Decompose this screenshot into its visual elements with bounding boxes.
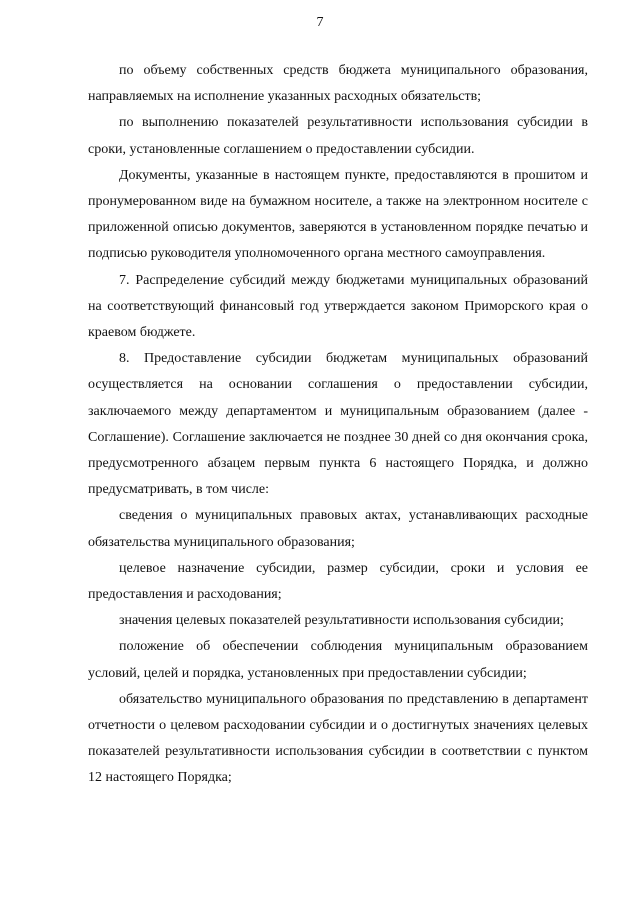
page-number: 7	[316, 15, 324, 30]
paragraph-reporting-obligation: обязательство муниципального образования по представлению в департамент отчетности о целевом расходовании субсидии и о достигнутых значениях целевых показателей результативности использования субсидии в соответствии с пунктом 12 настоящего Порядка;	[88, 691, 588, 786]
paragraph-target-values: значения целевых показателей результативности использования субсидии;	[119, 613, 564, 629]
paragraph-legal-acts: сведения о муниципальных правовых актах, устанавливающих расходные обязательства муниципального образования;	[88, 508, 588, 550]
paragraph-documents: Документы, указанные в настоящем пункте, предоставляются в прошитом и пронумерованном виде на бумажном носителе, а также на электронном носителе с приложенной описью документов, заверяются в установленном порядке печатью и подписью руководителя уполномоченного органа местного самоуправления.	[88, 167, 588, 262]
paragraph-item-8: 8. Предоставление субсидии бюджетам муниципальных образований осуществляется на основании соглашения о предоставлении субсидии, заключаемого между департаментом и муниципальным образованием (далее - Соглашение). Соглашение заключается не позднее 30 дней со дня окончания срока, предусмотренного абзацем первым пункта 6 настоящего Порядка, и должно предусматривать, в том числе:	[88, 351, 588, 498]
paragraph-own-funds: по объему собственных средств бюджета муниципального образования, направляемых на исполнение указанных расходных обязательств;	[88, 63, 588, 105]
paragraph-purpose: целевое назначение субсидии, размер субсидии, сроки и условия ее предоставления и расходования;	[88, 560, 588, 603]
document-body	[88, 58, 588, 792]
paragraph-performance-indicators: по выполнению показателей результативности использования субсидии в сроки, установленные соглашением о предоставлении субсидии.	[88, 115, 588, 157]
paragraph-compliance: положение об обеспечении соблюдения муниципальным образованием условий, целей и порядка, установленных при предоставлении субсидии;	[88, 639, 588, 681]
paragraph-item-7: 7. Распределение субсидий между бюджетами муниципальных образований на соответствующий финансовый год утверждается законом Приморского края о краевом бюджете.	[88, 272, 588, 341]
